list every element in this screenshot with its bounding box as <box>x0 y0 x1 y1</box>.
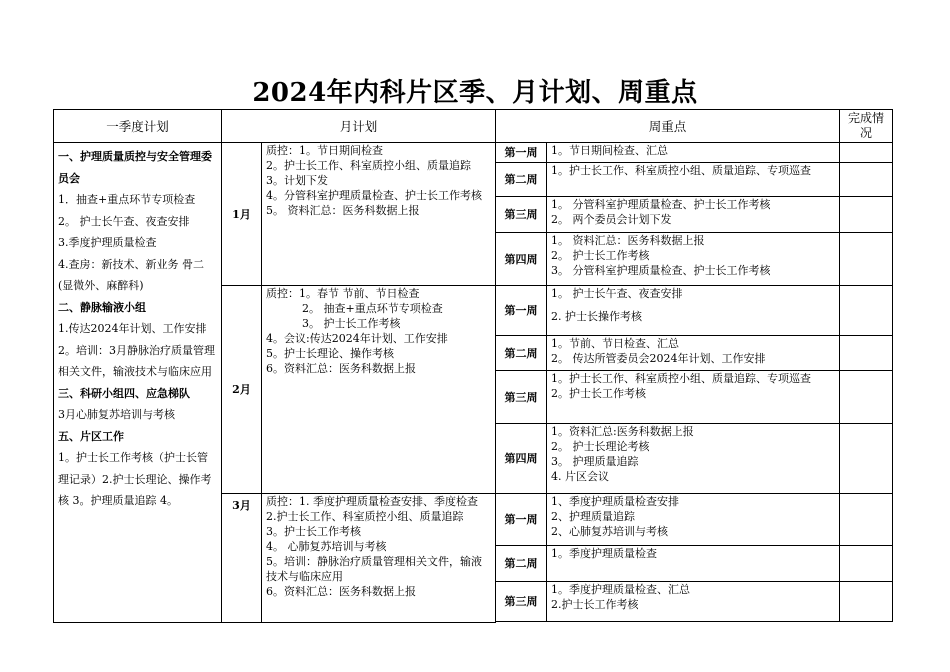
week-item: 1。 分管科室护理质量检查、护士长工作考核 <box>551 198 771 211</box>
month-plan-item: 4。 心肺复苏培训与考核 <box>266 540 387 553</box>
week-item: 2。 护士长理论考核 <box>551 440 650 453</box>
quarter-item: 1.传达2024年计划、工作安排 <box>58 322 207 335</box>
week-item: 1。 资料汇总：医务科数据上报 <box>551 234 705 247</box>
week-label: 第三周 <box>496 197 547 233</box>
week-label: 第二周 <box>496 546 547 582</box>
quarter-section-title: 三、科研小组四、应急梯队 <box>58 386 190 400</box>
quarter-item: 3.季度护理质量检查 <box>58 236 157 249</box>
week-item: 1。护士长工作、科室质控小组、质量追踪、专项巡查 <box>551 372 812 385</box>
week-item: 3。 护理质量追踪 <box>551 455 639 468</box>
month-label: 1月 <box>222 143 262 286</box>
month-plan-item: 6。资料汇总：医务科数据上报 <box>266 585 416 598</box>
month-plan-item: 2。护士长工作、科室质控小组、质量追踪 <box>266 159 471 172</box>
week-item: 1。季度护理质量检查、汇总 <box>551 583 691 596</box>
quarter-section-title: 一、护理质量质控与安全管理委员会 <box>58 150 212 185</box>
table-row <box>54 143 893 163</box>
week-item: 2。护士长工作考核 <box>551 387 647 400</box>
month-plan <box>262 143 496 286</box>
week-label: 第二周 <box>496 163 547 197</box>
week-label: 第三周 <box>496 371 547 424</box>
quarter-item: 2。培训：3月静脉治疗质量管理相关文件，输液技术与临床应用 <box>58 343 215 378</box>
spacer <box>551 301 835 309</box>
done-cell <box>840 163 893 197</box>
month-plan-item: 6。资料汇总：医务科数据上报 <box>266 362 416 375</box>
header-row <box>54 110 893 143</box>
month-plan-item: 3。 护士长工作考核 <box>302 317 401 330</box>
header-week: 周重点 <box>496 110 840 143</box>
week-label: 第三周 <box>496 582 547 622</box>
week-label: 第二周 <box>496 336 547 371</box>
week-item: 2. 护士长操作考核 <box>551 310 643 323</box>
quarter-item: 2。 护士长午查、夜查安排 <box>58 214 190 228</box>
week-item: 2、护理质量追踪 <box>551 510 636 523</box>
week-detail <box>547 371 840 424</box>
month-plan-item: 5。培训：静脉治疗质量管理相关文件，输液技术与临床应用 <box>266 555 482 583</box>
week-detail <box>547 494 840 546</box>
week-detail <box>547 197 840 233</box>
week-detail <box>547 233 840 286</box>
month-plan-item: 5。护士长理论、操作考核 <box>266 347 394 360</box>
page-title: 2024年内科片区季、月计划、周重点 <box>252 78 698 108</box>
month-plan-item: 2。 抽查+重点环节专项检查 <box>302 302 443 315</box>
month-plan <box>262 494 496 623</box>
done-cell <box>840 424 893 494</box>
month-label: 3月 <box>222 494 262 623</box>
done-cell <box>840 233 893 286</box>
plan-table <box>53 109 893 623</box>
quarter-item: 1．抽查+重点环节专项检查 <box>58 193 196 206</box>
week-item: 1。节前、节日检查、汇总 <box>551 337 680 350</box>
week-label: 第一周 <box>496 494 547 546</box>
week-label: 第一周 <box>496 143 547 163</box>
week-label: 第四周 <box>496 233 547 286</box>
week-item: 2、心肺复苏培训与考核 <box>551 525 669 538</box>
month-plan-item: 4。分管科室护理质量检查、护士长工作考核 <box>266 189 482 202</box>
month-plan <box>262 286 496 494</box>
week-item: 1。资料汇总:医务科数据上报 <box>551 425 694 438</box>
week-item: 3。 分管科室护理质量检查、护士长工作考核 <box>551 264 771 277</box>
week-item: 2。 护士长工作考核 <box>551 249 650 262</box>
quarter-plan-cell <box>54 143 222 623</box>
done-cell <box>840 371 893 424</box>
done-cell <box>840 582 893 622</box>
month-label: 2月 <box>222 286 262 494</box>
week-detail <box>547 286 840 336</box>
week-item: 2.护士长工作考核 <box>551 598 639 611</box>
quarter-item: 3月心肺复苏培训与考核 <box>58 408 175 421</box>
week-label: 第四周 <box>496 424 547 494</box>
week-item: 1。节日期间检查、汇总 <box>551 144 669 157</box>
month-plan-item: 质控：1. 季度护理质量检查安排、季度检查 2.护士长工作、科室质控小组、质量追踪 <box>266 495 478 523</box>
done-cell <box>840 336 893 371</box>
month-plan-item: 5。 资料汇总：医务科数据上报 <box>266 204 420 217</box>
quarter-section-title: 五、片区工作 <box>58 429 124 443</box>
header-quarter: 一季度计划 <box>54 110 222 143</box>
week-detail <box>547 143 840 163</box>
done-cell <box>840 143 893 163</box>
week-item: 1、季度护理质量检查安排 <box>551 495 680 508</box>
quarter-item: 4.查房：新技术、新业务 骨二(显微外、麻醉科) <box>58 257 204 292</box>
week-detail <box>547 163 840 197</box>
week-detail <box>547 424 840 494</box>
week-detail <box>547 582 840 622</box>
done-cell <box>840 546 893 582</box>
week-label: 第一周 <box>496 286 547 336</box>
quarter-section-title: 二、静脉输液小组 <box>58 300 146 314</box>
month-plan-item: 质控：1。节日期间检查 <box>266 144 383 157</box>
week-item: 2。 传达所管委员会2024年计划、工作安排 <box>551 352 766 365</box>
header-done: 完成情况 <box>840 110 893 143</box>
month-plan-item: 3。计划下发 <box>266 174 328 187</box>
done-cell <box>840 197 893 233</box>
month-plan-item: 3。护士长工作考核 <box>266 525 361 538</box>
week-item: 4. 片区会议 <box>551 470 610 483</box>
header-month: 月计划 <box>222 110 496 143</box>
week-item: 2。 两个委员会计划下发 <box>551 213 672 226</box>
done-cell <box>840 494 893 546</box>
quarter-item: 1。护士长工作考核（护士长管理记录）2.护士长理论、操作考核 3。护理质量追踪 4。 <box>58 451 212 507</box>
week-detail <box>547 336 840 371</box>
week-item: 1。护士长工作、科室质控小组、质量追踪、专项巡查 <box>551 164 812 177</box>
week-detail <box>547 546 840 582</box>
month-plan-item: 质控：1。春节 节前、节日检查 <box>266 287 420 300</box>
month-plan-item: 4。会议:传达2024年计划、工作安排 <box>266 332 448 345</box>
week-item: 1。季度护理质量检查 <box>551 547 658 560</box>
done-cell <box>840 286 893 336</box>
week-item: 1。 护士长午查、夜查安排 <box>551 287 683 300</box>
